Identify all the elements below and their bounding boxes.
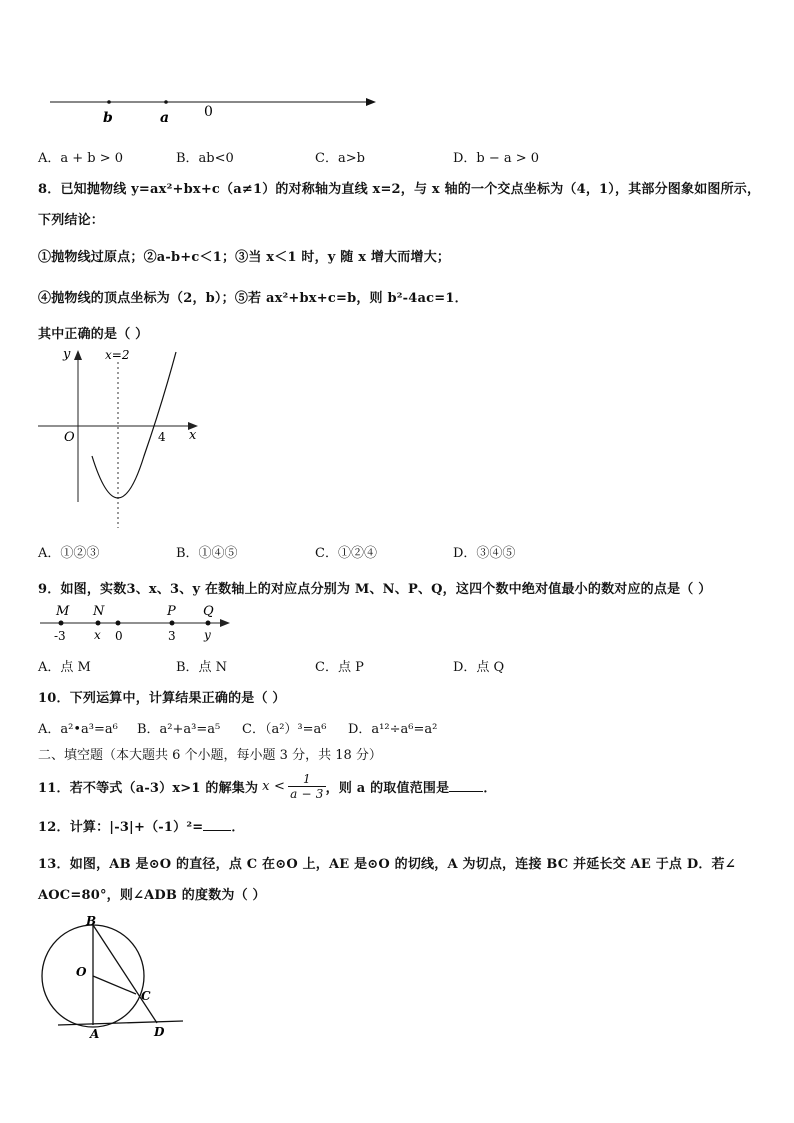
- q8-graph-x-label: x: [189, 428, 197, 443]
- q8-stem-line2: 下列结论：: [38, 213, 105, 228]
- q7-option-b[interactable]: B．ab<0: [176, 151, 234, 166]
- q13-stem-line1: 13．如图，AB 是⊙O 的直径，点 C 在⊙O 上，AE 是⊙O 的切线，A 为切点，连接 BC 并延长交 AE 于点 D．若∠: [38, 857, 736, 872]
- q10-stem: 10．下列运算中，计算结果正确的是（ ）: [38, 691, 286, 706]
- q9-value-neg3: -3: [54, 629, 66, 643]
- q7-number-line: [40, 90, 390, 130]
- q12-stem-end: ．: [231, 820, 245, 835]
- q10-option-c[interactable]: C．（a²）³=a⁶: [242, 722, 327, 737]
- q9-value-x: x: [94, 628, 101, 642]
- q8-conclusions-2: ④抛物线的顶点坐标为（2，b）；⑤若 ax²+bx+c=b，则 b²-4ac=1．: [38, 291, 468, 306]
- q9-option-a[interactable]: A．点 M: [38, 660, 91, 675]
- section-heading-fill-in: 二、填空题（本大题共 6 个小题，每小题 3 分，共 18 分）: [38, 748, 382, 763]
- q10-option-a[interactable]: A．a²•a³=a⁶: [38, 722, 118, 737]
- q7-label-b: b: [103, 110, 113, 126]
- q9-option-b[interactable]: B．点 N: [176, 660, 228, 675]
- q13-stem-line2: AOC=80°，则∠ADB 的度数为（ ）: [38, 888, 266, 903]
- q13-label-c: C: [141, 989, 151, 1003]
- q8-graph-axis-label: x=2: [105, 348, 130, 362]
- q8-option-d[interactable]: D．③④⑤: [453, 546, 516, 561]
- q9-value-zero: 0: [115, 629, 123, 643]
- q11-fraction: [288, 772, 325, 801]
- q10-option-b[interactable]: B．a²+a³=a⁵: [137, 722, 221, 737]
- q11-stem-end: ．: [483, 780, 497, 796]
- q10-option-d[interactable]: D．a¹²÷a⁶=a²: [348, 722, 438, 737]
- q9-option-d[interactable]: D．点 Q: [453, 660, 505, 675]
- q8-graph-y-label: y: [63, 347, 71, 362]
- q13-label-o: O: [76, 965, 87, 979]
- q7-label-zero: 0: [204, 104, 213, 120]
- q12-answer-blank[interactable]: [203, 820, 231, 831]
- q8-stem-line1: 8．已知抛物线 y=ax²+bx+c（a≠1）的对称轴为直线 x=2，与 x 轴的一个交点坐标为（4，1），其部分图象如图所示，: [38, 182, 761, 197]
- q11-fraction-denominator: a − 3: [290, 786, 324, 801]
- q9-number-line: [38, 601, 238, 645]
- q8-graph-root-label: 4: [158, 430, 166, 444]
- q8-option-a[interactable]: A．①②③: [38, 546, 100, 561]
- q9-value-3: 3: [168, 629, 176, 643]
- q7-option-c[interactable]: C．a>b: [315, 151, 365, 166]
- q12-stem: [38, 816, 245, 835]
- q9-stem: 9．如图，实数3、x、3、y 在数轴上的对应点分别为 M、N、P、Q，这四个数中绝对值最小的数对应的点是（ ）: [38, 582, 712, 597]
- q12-stem-pre: 12．计算：|-3|+（-1）²=: [38, 820, 204, 835]
- q9-label-q: Q: [203, 604, 214, 619]
- q8-option-c[interactable]: C．①②④: [315, 546, 377, 561]
- q8-parabola-graph: [36, 344, 206, 530]
- q11-stem: [38, 768, 497, 804]
- q9-label-m: M: [56, 604, 70, 619]
- q11-stem-pre: 11．若不等式（a-3）x>1 的解集为: [38, 780, 259, 796]
- q9-option-c[interactable]: C．点 P: [315, 660, 364, 675]
- q9-label-n: N: [93, 604, 105, 619]
- q13-label-b: B: [86, 914, 97, 928]
- q8-option-b[interactable]: B．①④⑤: [176, 546, 238, 561]
- q11-fraction-numerator: 1: [288, 772, 325, 787]
- q11-answer-blank[interactable]: [449, 781, 483, 792]
- q8-graph-origin: O: [64, 430, 75, 445]
- q7-label-a: a: [160, 110, 170, 126]
- q13-label-a: A: [90, 1027, 100, 1040]
- q11-stem-post: ，则 a 的取值范围是: [325, 780, 450, 796]
- q9-label-p: P: [167, 604, 176, 619]
- q7-option-a[interactable]: A．a + b > 0: [38, 151, 124, 166]
- q8-question: 其中正确的是（ ）: [38, 327, 149, 342]
- q8-conclusions-1: ①抛物线过原点；②a-b+c＜1；③当 x＜1 时，y 随 x 增大而增大；: [38, 250, 451, 265]
- q7-option-d[interactable]: D．b − a > 0: [453, 151, 540, 166]
- q9-value-y: y: [204, 628, 211, 642]
- q11-inequality: x <: [262, 778, 286, 794]
- q13-label-d: D: [154, 1025, 165, 1039]
- q13-circle-figure: [38, 912, 188, 1040]
